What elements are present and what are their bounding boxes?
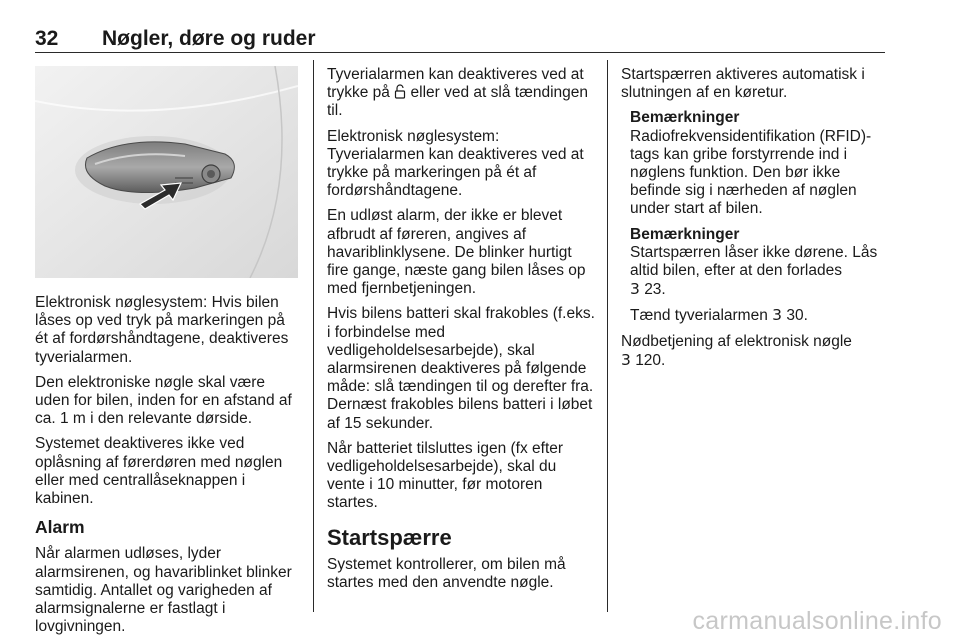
paragraph: Elektronisk nøglesystem: Hvis bilen låses op ved tryk på markeringen på ét af fordørshåndtagene, deaktiveres tyverialarmen. xyxy=(35,294,289,366)
heading-startspaerre: Startspærre xyxy=(327,524,452,550)
paragraph-text: Tyverialarmen kan deaktiveres ved at trykke på xyxy=(327,66,584,102)
page-header xyxy=(35,22,885,53)
note-text-body: Tænd tyverialarmen xyxy=(630,307,768,325)
note-text-body: Startspærren låser ikke dørene. Lås altid bilen, efter at den forlades xyxy=(630,243,878,280)
door-handle-photo xyxy=(35,66,298,278)
column-3 xyxy=(621,66,889,377)
watermark: carmanualsonline.info xyxy=(692,607,942,635)
note-box xyxy=(621,226,889,326)
page-reference-arrow-icon: 3 xyxy=(772,306,783,325)
paragraph: En udløst alarm, der ikke er blevet afbrudt af føreren, angives af havariblinklysene. De blinker hurtigt fire gange, næste gang bilen låses op med fjernbetjeningen. xyxy=(327,207,586,298)
paragraph-text: eller ved at slå tændingen til. xyxy=(327,84,589,120)
paragraph: Når batteriet tilsluttes igen (fx efter vedligeholdelsesarbejde), skal du vente i 10 minutter, før motoren startes. xyxy=(327,439,564,512)
paragraph xyxy=(327,66,595,121)
page-reference[interactable]: 23. xyxy=(644,281,666,299)
paragraph xyxy=(621,333,889,370)
paragraph: Systemet kontrollerer, om bilen må startes med den anvendte nøgle. xyxy=(327,555,566,592)
page-reference[interactable]: 30. xyxy=(786,307,808,325)
page-title: Nøgler, døre og ruder xyxy=(102,27,316,50)
page-reference-arrow-icon: 3 xyxy=(630,280,640,299)
page-reference-arrow-icon: 3 xyxy=(621,350,631,369)
paragraph: Hvis bilens batteri skal frakobles (f.eks. i forbindelse med vedligeholdelsesarbejde), skal alarmsirenen deaktiveres på følgende måde: slå tændingen til og derefter fra. Dernæst frakobles bilens batteri i løbet af 15 sekunder. xyxy=(327,305,595,432)
note-title: Bemærkninger xyxy=(630,225,740,243)
paragraph: Når alarmen udløses, lyder alarmsirenen, og havariblinket blinker samtidig. Antallet og varigheden af alarmsignalerne er fastlagt i lovgivningen. xyxy=(35,545,292,636)
note-title: Bemærkninger xyxy=(630,109,740,127)
paragraph: Systemet deaktiveres ikke ved oplåsning af førerdøren med nøglen eller med centrallåseknappen i kabinen. xyxy=(35,435,283,508)
note-text: Radiofrekvensidentifikation (RFID)-tags kan gribe forstyrrende ind i nøglens funktion. Den bør ikke befinde sig i nærheden af nøglen under start af bilen. xyxy=(630,127,872,218)
note-text xyxy=(630,306,889,325)
paragraph: Startspærren aktiveres automatisk i slutningen af en køretur. xyxy=(621,66,865,102)
column-divider xyxy=(607,60,608,612)
note-text xyxy=(630,244,889,300)
note-box xyxy=(621,109,889,218)
unlock-icon xyxy=(394,84,406,101)
page-reference[interactable]: 120. xyxy=(635,351,666,369)
column-divider xyxy=(313,60,314,612)
paragraph: Den elektroniske nøgle skal være uden for bilen, inden for en afstand af ca. 1 m i den relevante dørside. xyxy=(35,373,292,428)
paragraph: Elektronisk nøglesystem: Tyverialarmen kan deaktiveres ved at trykke på markeringen på ét af fordørshåndtagene. xyxy=(327,127,584,200)
heading-alarm: Alarm xyxy=(35,517,85,538)
paragraph-text: Nødbetjening af elektronisk nøgle xyxy=(621,332,852,350)
column-2 xyxy=(327,66,595,599)
page-number: 32 xyxy=(35,27,59,50)
column-1 xyxy=(35,294,300,643)
